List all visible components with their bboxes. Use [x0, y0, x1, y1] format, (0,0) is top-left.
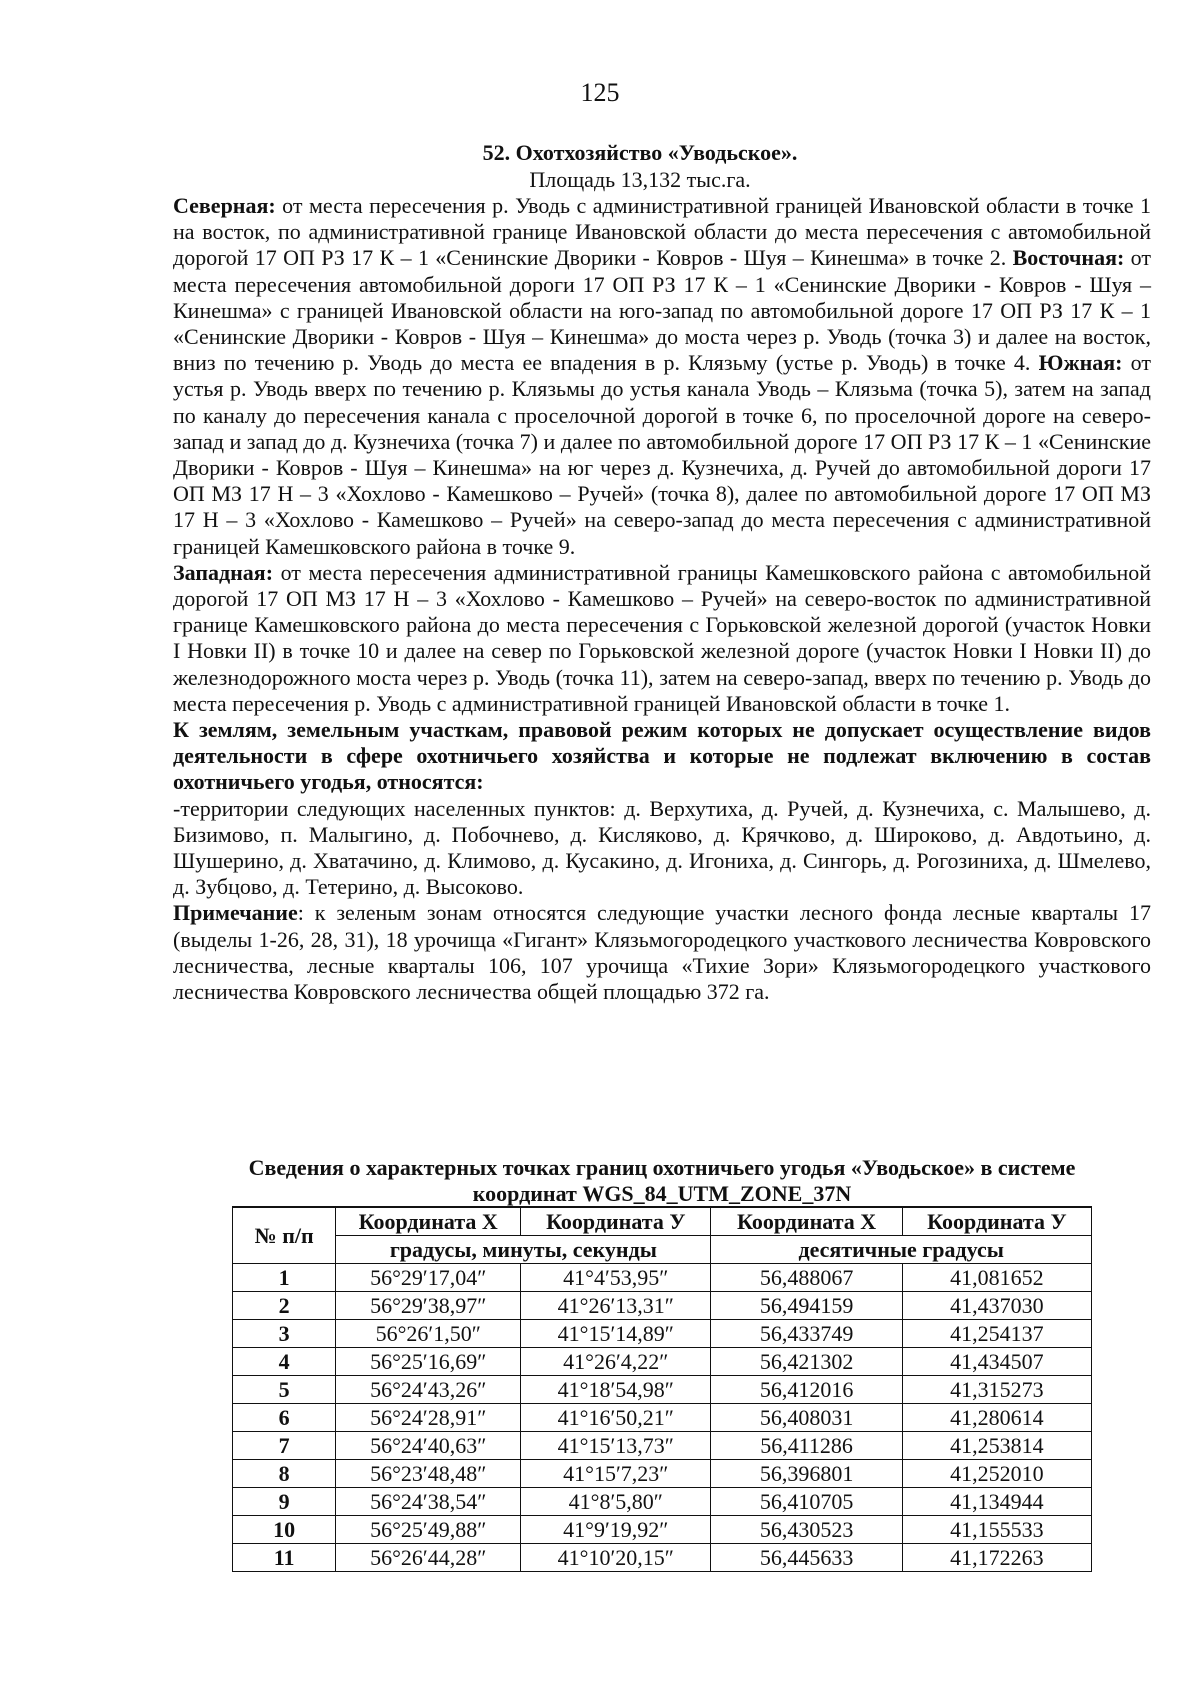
cell-y-dms: 41°26′13,31″	[521, 1292, 711, 1320]
cell-x-dms: 56°24′28,91″	[336, 1404, 521, 1432]
header-x-dms: Координата Х	[336, 1207, 521, 1236]
cell-number: 9	[233, 1488, 336, 1516]
cell-x-dec: 56,430523	[711, 1516, 902, 1544]
cell-x-dms: 56°29′17,04″	[336, 1264, 521, 1292]
cell-number: 7	[233, 1432, 336, 1460]
header-y-dms: Координата У	[521, 1207, 711, 1236]
cell-x-dec: 56,412016	[711, 1376, 902, 1404]
boundaries-paragraph	[173, 193, 1151, 560]
note-label: Примечание	[173, 900, 298, 926]
settlements-list: -территории следующих населенных пунктов: д. Верхутиха, д. Ручей, д. Кузнечиха, с. Малышево, д. Бизимово, п. Малыгино, д. Побочнево, д. Кисляково, д. Крячково, д. Широково, д. Авдотьино, д. Шушерино, д. Хватачино, д. Климово, д. Кусакино, д. Игониха, д. Сингорь, д. Рогозиниха, д. Шмелево, д. Зубцово, д. Тетерино, д. Высоково.	[173, 795, 1151, 900]
north-text: от места пересечения р. Уводь с административной границей Ивановской области в точке 1 на восток, по административной границе Ивановской области до места пересечения с автомобильной дорогой 17 ОП РЗ 17 К – 1 «Сенинские Дворики - Ковров - Шуя – Кинешма» в точке 2.	[173, 193, 1151, 271]
cell-y-dec: 41,315273	[902, 1376, 1091, 1404]
cell-y-dms: 41°18′54,98″	[521, 1376, 711, 1404]
cell-x-dec: 56,488067	[711, 1264, 902, 1292]
cell-x-dec: 56,494159	[711, 1292, 902, 1320]
north-label: Северная:	[173, 193, 276, 218]
cell-y-dec: 41,172263	[902, 1544, 1091, 1572]
cell-x-dec: 56,421302	[711, 1348, 902, 1376]
cell-y-dms: 41°16′50,21″	[521, 1404, 711, 1432]
cell-y-dec: 41,134944	[902, 1488, 1091, 1516]
header-y-dec: Координата У	[902, 1207, 1091, 1236]
cell-y-dec: 41,081652	[902, 1264, 1091, 1292]
west-paragraph	[173, 560, 1151, 717]
cell-x-dms: 56°25′49,88″	[336, 1516, 521, 1544]
cell-x-dms: 56°23′48,48″	[336, 1460, 521, 1488]
cell-x-dec: 56,433749	[711, 1320, 902, 1348]
cell-x-dec: 56,410705	[711, 1488, 902, 1516]
cell-number: 10	[233, 1516, 336, 1544]
header-decimal: десятичные градусы	[711, 1236, 1092, 1264]
cell-y-dec: 41,254137	[902, 1320, 1091, 1348]
cell-x-dms: 56°29′38,97″	[336, 1292, 521, 1320]
boundary-description	[173, 193, 1151, 1005]
note-paragraph	[173, 900, 1151, 1005]
cell-y-dec: 41,155533	[902, 1516, 1091, 1544]
table-row	[233, 1460, 1092, 1488]
cell-x-dms: 56°24′40,63″	[336, 1432, 521, 1460]
cell-x-dms: 56°26′44,28″	[336, 1544, 521, 1572]
cell-y-dms: 41°15′13,73″	[521, 1432, 711, 1460]
cell-y-dms: 41°26′4,22″	[521, 1348, 711, 1376]
cell-number: 11	[233, 1544, 336, 1572]
cell-y-dec: 41,253814	[902, 1432, 1091, 1460]
cell-y-dec: 41,280614	[902, 1404, 1091, 1432]
table-row	[233, 1292, 1092, 1320]
cell-x-dec: 56,408031	[711, 1404, 902, 1432]
cell-x-dms: 56°24′38,54″	[336, 1488, 521, 1516]
table-row	[233, 1264, 1092, 1292]
page-number: 125	[580, 78, 620, 107]
cell-y-dms: 41°15′14,89″	[521, 1320, 711, 1348]
cell-y-dec: 41,434507	[902, 1348, 1091, 1376]
table-row	[233, 1516, 1092, 1544]
cell-y-dec: 41,252010	[902, 1460, 1091, 1488]
coordinates-table	[232, 1206, 1092, 1572]
west-text: от места пересечения административной границы Камешковского района с автомобильной дорогой 17 ОП МЗ 17 Н – 3 «Хохлово - Камешково – Ручей» на северо-восток по административной границе Камешковского района до места пересечения с Горьковской железной дорогой (участок Новки I Новки II) в точке 10 и далее на север по Горьковской железной дороге (участок Новки I Новки II) до железнодорожного моста через р. Уводь (точка 11), затем на северо-запад, вверх по течению р. Уводь до места пересечения р. Уводь с административной границей Ивановской области в точке 1.	[173, 559, 1151, 716]
table-caption	[173, 1155, 1151, 1207]
cell-x-dec: 56,411286	[711, 1432, 902, 1460]
table-row	[233, 1404, 1092, 1432]
cell-number: 2	[233, 1292, 336, 1320]
cell-number: 8	[233, 1460, 336, 1488]
east-label: Восточная:	[1012, 245, 1125, 271]
table-row	[233, 1432, 1092, 1460]
east-text: от места пересечения автомобильной дороги 17 ОП РЗ 17 К – 1 «Сенинские Дворики - Ковров - Шуя – Кинешма» с границей Ивановской области на юго-запад по автомобильной дороге 17 ОП РЗ 17 К – 1 «Сенинские Дворики - Ковров - Шуя – Кинешма» до моста через р. Уводь (точка 3) и далее на восток, вниз по течению р. Уводь до места ее впадения в р. Клязьму (устье р. Уводь) в точке 4.	[173, 245, 1151, 376]
area-line: Площадь 13,132 тыс.га.	[529, 167, 751, 192]
cell-number: 1	[233, 1264, 336, 1292]
table-row	[233, 1348, 1092, 1376]
cell-x-dec: 56,445633	[711, 1544, 902, 1572]
header-number: № п/п	[233, 1207, 336, 1264]
table-row	[233, 1544, 1092, 1572]
cell-x-dms: 56°24′43,26″	[336, 1376, 521, 1404]
cell-number: 3	[233, 1320, 336, 1348]
section-title: 52. Охотхозяйство «Уводьское».	[482, 140, 798, 165]
header-dms: градусы, минуты, секунды	[336, 1236, 711, 1264]
cell-y-dms: 41°4′53,95″	[521, 1264, 711, 1292]
cell-y-dms: 41°8′5,80″	[521, 1488, 711, 1516]
cell-number: 5	[233, 1376, 336, 1404]
table-caption-line2: координат WGS_84_UTM_ZONE_37N	[472, 1181, 852, 1206]
cell-y-dms: 41°10′20,15″	[521, 1544, 711, 1572]
cell-x-dec: 56,396801	[711, 1460, 902, 1488]
table-row	[233, 1320, 1092, 1348]
cell-number: 6	[233, 1404, 336, 1432]
west-label: Западная:	[173, 559, 274, 585]
note-text: : к зеленым зонам относятся следующие участки лесного фонда лесные кварталы 17 (выделы 1-26, 28, 31), 18 урочища «Гигант» Клязьмогородецкого участкового лесничества Ковровского лесничества, лесные кварталы 106, 107 урочища «Тихие Зори» Клязьмогородецкого участкового лесничества Ковровского лесничества общей площадью 372 га.	[173, 900, 1151, 1005]
table-row	[233, 1488, 1092, 1516]
table-caption-line1: Сведения о характерных точках границ охотничьего угодья «Уводьское» в системе	[248, 1155, 1076, 1180]
cell-number: 4	[233, 1348, 336, 1376]
restricted-heading: К землям, земельным участкам, правовой режим которых не допускает осуществление видов деятельности в сфере охотничьего хозяйства и которые не подлежат включению в состав охотничьего угодья, относятся:	[173, 717, 1151, 795]
cell-y-dec: 41,437030	[902, 1292, 1091, 1320]
south-text: от устья р. Уводь вверх по течению р. Клязьмы до устья канала Уводь – Клязьма (точка 5), затем на запад по каналу до пересечения канала с проселочной дорогой в точке 6, по проселочной дороге на северо-запад и запад до д. Кузнечиха (точка 7) и далее по автомобильной дороге 17 ОП РЗ 17 К – 1 «Сенинские Дворики - Ковров - Шуя – Кинешма» на юг через д. Кузнечиха, д. Ручей до автомобильной дороги 17 ОП МЗ 17 Н – 3 «Хохлово - Камешково – Ручей» (точка 8), далее по автомобильной дороге 17 ОП МЗ 17 Н – 3 «Хохлово - Камешково – Ручей» на северо-запад до места пересечения с административной границей Камешковского района в точке 9.	[173, 350, 1151, 559]
cell-x-dms: 56°25′16,69″	[336, 1348, 521, 1376]
south-label: Южная:	[1038, 350, 1123, 376]
header-x-dec: Координата Х	[711, 1207, 902, 1236]
cell-y-dms: 41°15′7,23″	[521, 1460, 711, 1488]
cell-x-dms: 56°26′1,50″	[336, 1320, 521, 1348]
table-row	[233, 1376, 1092, 1404]
cell-y-dms: 41°9′19,92″	[521, 1516, 711, 1544]
